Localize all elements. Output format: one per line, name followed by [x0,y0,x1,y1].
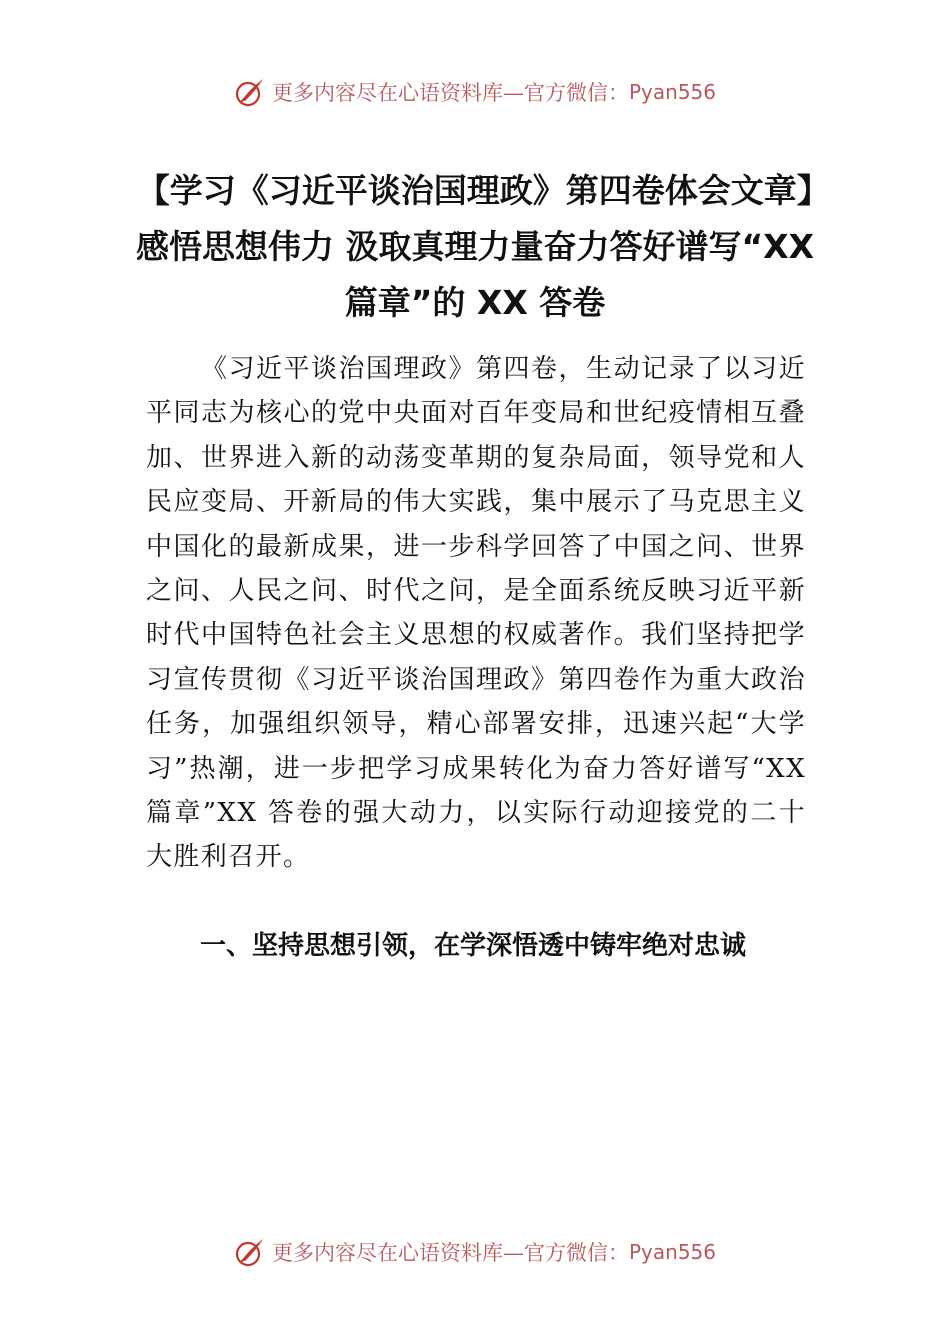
footer-banner-text: 更多内容尽在心语资料库—官方微信： [271,1241,629,1265]
body-paragraph: 《习近平谈治国理政》第四卷，生动记录了以习近平同志为核心的党中央面对百年变局和世纪疫情相互叠加、世界进入新的动荡变革期的复杂局面，领导党和人民应变局、开新局的伟大实践，集中展示了马克思主义中国化的最新成果，进一步科学回答了中国之问、世界之问、人民之问、时代之问，是全面系统反映习近平新时代中国特色社会主义思想的权威著作。我们坚持把学习宣传贯彻《习近平谈治国理政》第四卷作为重大政治任务，加强组织领导，精心部署安排，迅速兴起“大学习”热潮，进一步把学习成果转化为奋力答好谱写“XX 篇章”XX 答卷的强大动力，以实际行动迎接党的二十大胜利召开。 [146,354,806,873]
footer-banner [0,1232,950,1272]
header-banner [0,72,950,112]
footer-banner-wechat-id: Pyan556 [628,1240,716,1264]
header-banner-text: 更多内容尽在心语资料库—官方微信： [271,81,629,105]
header-banner-wechat-id: Pyan556 [628,80,716,104]
quill-logo-icon [234,76,266,108]
document-title: 【学习《习近平谈治国理政》第四卷体会文章】感悟思想伟力 汲取真理力量奋力答好谱写“XX 篇章”的 XX 答卷 [135,171,815,322]
section-heading: 一、坚持思想引领，在学深悟透中铸牢绝对忠诚 [200,931,747,961]
quill-logo-icon [234,1236,266,1268]
